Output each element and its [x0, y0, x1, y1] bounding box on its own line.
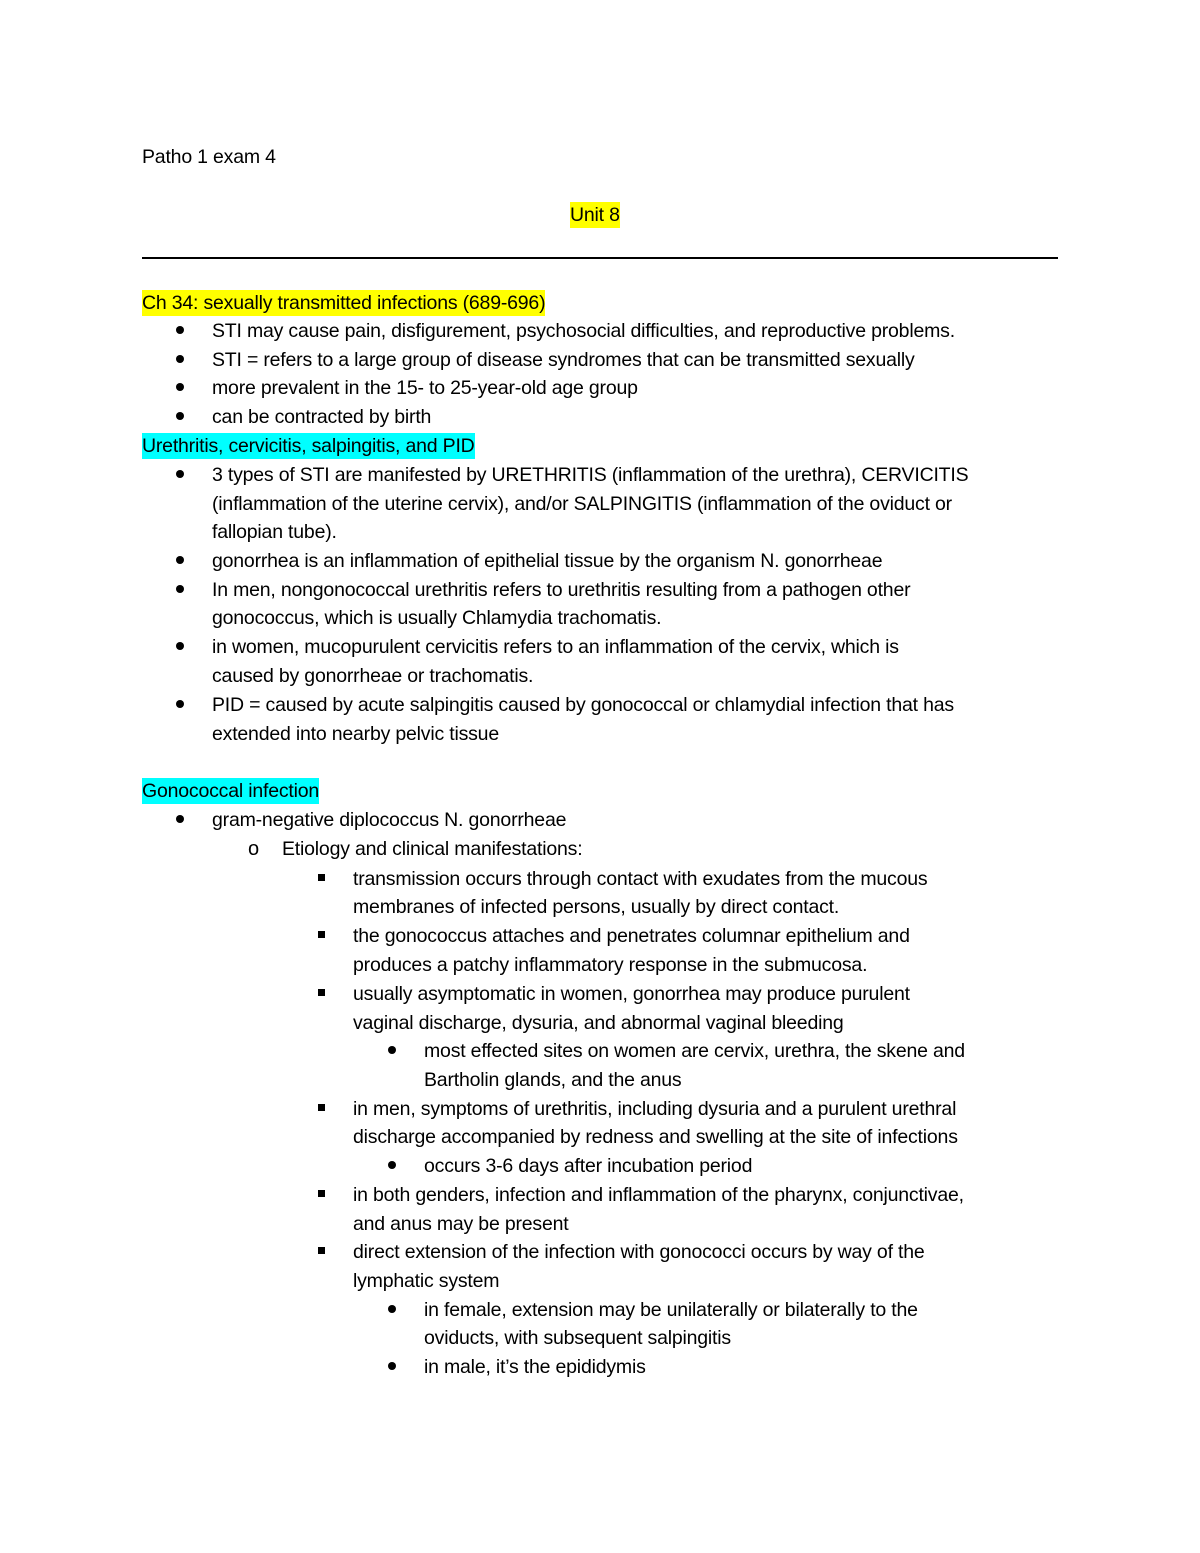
gono-s4a-line1: occurs 3-6 days after incubation period: [424, 1155, 753, 1177]
gono-b1: gram-negative diplococcus N. gonorrheae: [212, 809, 567, 831]
gono-s6-line1: direct extension of the infection with gonococci occurs by way of the: [353, 1241, 925, 1263]
bullet-square: [318, 1190, 325, 1197]
bullet-dot: [176, 355, 184, 363]
gono-s3a-line1: most effected sites on women are cervix, urethra, the skene and: [424, 1040, 965, 1062]
gono-s5-line2: and anus may be present: [353, 1213, 569, 1235]
gono-s3-line1: usually asymptomatic in women, gonorrhea may produce purulent: [353, 983, 910, 1005]
ureth-b4-line1: in women, mucopurulent cervicitis refers to an inflammation of the cervix, which is: [212, 636, 899, 658]
ch34-heading: Ch 34: sexually transmitted infections (689-696): [142, 292, 546, 314]
bullet-dot: [176, 585, 184, 593]
ureth-b4-line2: caused by gonorrheae or trachomatis.: [212, 665, 534, 687]
bullet-square: [318, 989, 325, 996]
ch34-bullet-4: can be contracted by birth: [212, 406, 432, 428]
gono-s1-line2: membranes of infected persons, usually by direct contact.: [353, 896, 840, 918]
doc-title: Patho 1 exam 4: [142, 146, 276, 168]
gono-s3-line2: vaginal discharge, dysuria, and abnormal vaginal bleeding: [353, 1012, 844, 1034]
gono-s4-line2: discharge accompanied by redness and swelling at the site of infections: [353, 1126, 958, 1148]
ureth-b2-line1: gonorrhea is an inflammation of epithelial tissue by the organism N. gonorrheae: [212, 550, 883, 572]
bullet-dot: [176, 700, 184, 708]
bullet-square: [318, 1104, 325, 1111]
gono-s6a-line1: in female, extension may be unilaterally or bilaterally to the: [424, 1299, 918, 1321]
bullet-dot: [388, 1305, 396, 1313]
ureth-b5-line1: PID = caused by acute salpingitis caused by gonococcal or chlamydial infection that has: [212, 694, 954, 716]
bullet-dot: [176, 815, 184, 823]
bullet-dot: [388, 1046, 396, 1054]
gono-s5-line1: in both genders, infection and inflammation of the pharynx, conjunctivae,: [353, 1184, 964, 1206]
horizontal-rule: [142, 257, 1058, 259]
ureth-b5-line2: extended into nearby pelvic tissue: [212, 723, 499, 745]
ureth-b1-line2: (inflammation of the uterine cervix), and/or SALPINGITIS (inflammation of the oviduct or: [212, 493, 952, 515]
bullet-dot: [388, 1161, 396, 1169]
ureth-b1-line3: fallopian tube).: [212, 521, 337, 543]
ch34-bullet-1: STI may cause pain, disfigurement, psychosocial difficulties, and reproductive problems.: [212, 320, 955, 342]
gono-s6a-line2: oviducts, with subsequent salpingitis: [424, 1327, 731, 1349]
bullet-dot: [176, 383, 184, 391]
bullet-square: [318, 874, 325, 881]
gono-s2-line2: produces a patchy inflammatory response in the submucosa.: [353, 954, 868, 976]
ureth-b3-line2: gonococcus, which is usually Chlamydia trachomatis.: [212, 607, 662, 629]
bullet-dot: [176, 470, 184, 478]
gono-s6b-line1: in male, it’s the epididymis: [424, 1356, 646, 1378]
urethritis-heading: Urethritis, cervicitis, salpingitis, and PID: [142, 435, 475, 457]
gono-heading: Gonococcal infection: [142, 780, 320, 802]
gono-o1: Etiology and clinical manifestations:: [282, 838, 583, 860]
gono-s4-line1: in men, symptoms of urethritis, including dysuria and a purulent urethral: [353, 1098, 957, 1120]
bullet-dot: [176, 556, 184, 564]
ureth-b1-line1: 3 types of STI are manifested by URETHRITIS (inflammation of the urethra), CERVICITIS: [212, 464, 969, 486]
bullet-circle: o: [248, 838, 259, 860]
gono-s6-line2: lymphatic system: [353, 1270, 500, 1292]
bullet-dot: [388, 1362, 396, 1370]
bullet-dot: [176, 326, 184, 334]
ureth-b3-line1: In men, nongonococcal urethritis refers to urethritis resulting from a pathogen other: [212, 579, 911, 601]
unit-heading: Unit 8: [570, 204, 620, 226]
ch34-bullet-3: more prevalent in the 15- to 25-year-old age group: [212, 377, 638, 399]
bullet-square: [318, 1247, 325, 1254]
ch34-bullet-2: STI = refers to a large group of disease syndromes that can be transmitted sexually: [212, 349, 915, 371]
bullet-dot: [176, 642, 184, 650]
gono-s1-line1: transmission occurs through contact with exudates from the mucous: [353, 868, 928, 890]
gono-s3a-line2: Bartholin glands, and the anus: [424, 1069, 682, 1091]
gono-s2-line1: the gonococcus attaches and penetrates columnar epithelium and: [353, 925, 910, 947]
bullet-square: [318, 931, 325, 938]
bullet-dot: [176, 412, 184, 420]
